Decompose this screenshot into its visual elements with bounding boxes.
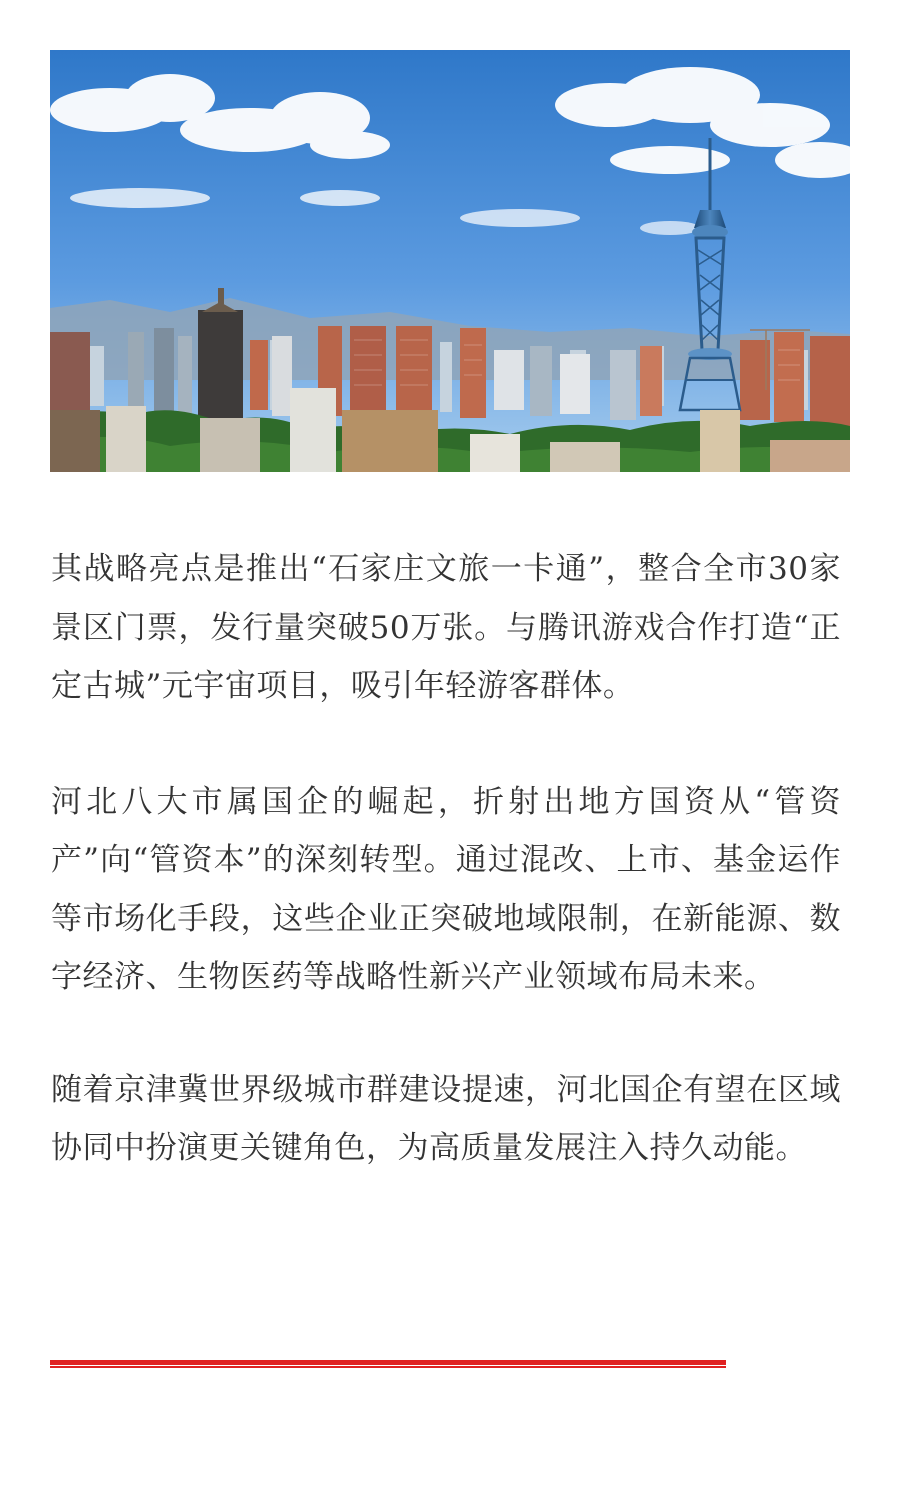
article-paragraph: 其战略亮点是推出“石家庄文旅一卡通”，整合全市30家景区门票，发行量突破50万张。与腾讯游戏合作打造“正定古城”元宇宙项目，吸引年轻游客群体。 [51,551,841,704]
article-body [51,540,841,1230]
skyline-illustration [50,50,850,472]
section-divider [50,1360,726,1368]
article-paragraph: 河北八大市属国企的崛起，折射出地方国资从“管资产”向“管资本”的深刻转型。通过混改、上市、基金运作等市场化手段，这些企业正突破地域限制，在新能源、数字经济、生物医药等战略性新兴产业领域布局未来。 [51,783,841,995]
divider-thin-line [50,1366,726,1368]
divider-thick-line [50,1360,726,1365]
skyline-photo [50,50,850,472]
article-paragraph: 随着京津冀世界级城市群建设提速，河北国企有望在区域协同中扮演更关键角色，为高质量发展注入持久动能。 [51,1071,841,1166]
